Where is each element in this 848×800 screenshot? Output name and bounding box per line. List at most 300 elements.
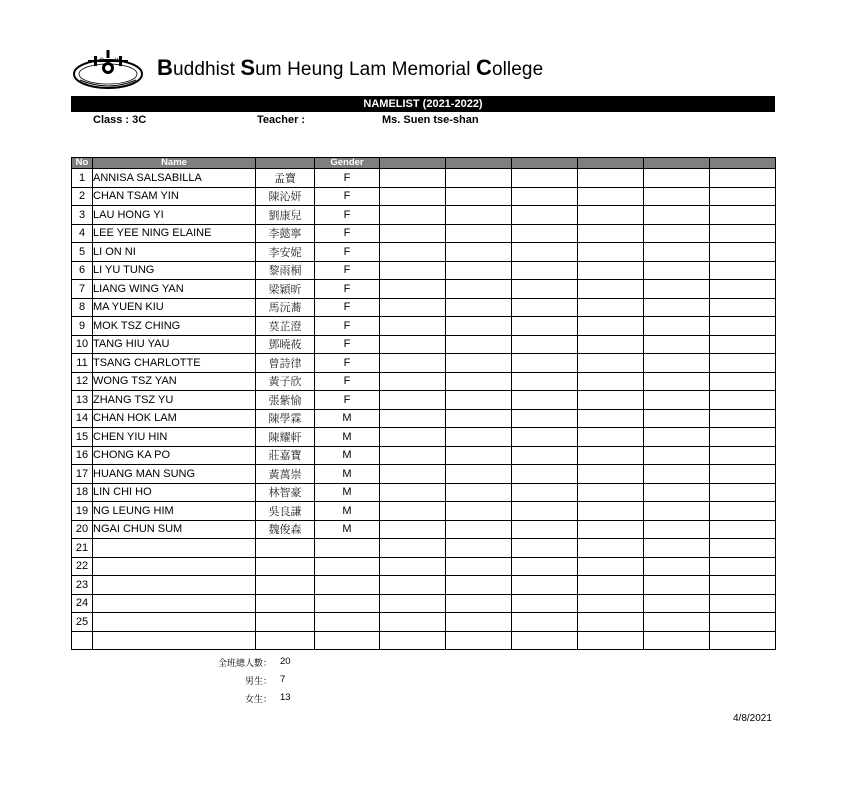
blank-cell: [644, 539, 710, 558]
table-row: [72, 613, 776, 632]
blank-cell: [512, 169, 578, 188]
student-gender: [315, 631, 380, 650]
table-row: [72, 354, 776, 373]
blank-cell: [644, 206, 710, 225]
blank-cell: [644, 298, 710, 317]
table-row: [72, 187, 776, 206]
blank-cell: [512, 391, 578, 410]
blank-cell: [446, 298, 512, 317]
school-name: [157, 55, 543, 81]
blank-cell: [512, 224, 578, 243]
teacher-label: Teacher :: [257, 114, 306, 126]
student-name: MOK TSZ CHING: [93, 317, 256, 336]
student-name: TANG HIU YAU: [93, 335, 256, 354]
blank-cell: [578, 409, 644, 428]
blank-cell: [512, 446, 578, 465]
blank-cell: [644, 169, 710, 188]
blank-cell: [380, 613, 446, 632]
header-gender: Gender: [315, 158, 380, 169]
blank-cell: [644, 613, 710, 632]
student-no: 10: [72, 335, 93, 354]
school-logo: [70, 46, 146, 94]
print-date: 4/8/2021: [733, 713, 772, 724]
student-name: [93, 539, 256, 558]
blank-cell: [578, 465, 644, 484]
teacher-name: Ms. Suen tse-shan: [382, 114, 479, 126]
blank-cell: [710, 446, 776, 465]
blank-cell: [446, 520, 512, 539]
student-no: 1: [72, 169, 93, 188]
student-no: 4: [72, 224, 93, 243]
svg-text:林: 林: [114, 58, 120, 64]
table-row: [72, 243, 776, 262]
student-no: 5: [72, 243, 93, 262]
blank-cell: [710, 335, 776, 354]
blank-cell: [710, 372, 776, 391]
student-gender: M: [315, 520, 380, 539]
table-row: [72, 520, 776, 539]
student-name: HUANG MAN SUNG: [93, 465, 256, 484]
header-blank: [380, 158, 446, 169]
student-gender: F: [315, 317, 380, 336]
student-no: 3: [72, 206, 93, 225]
blank-cell: [578, 169, 644, 188]
blank-cell: [644, 520, 710, 539]
blank-cell: [446, 354, 512, 373]
student-no: 8: [72, 298, 93, 317]
blank-cell: [380, 243, 446, 262]
blank-cell: [512, 631, 578, 650]
student-gender: M: [315, 428, 380, 447]
student-name: [93, 557, 256, 576]
student-name: [93, 594, 256, 613]
blank-cell: [512, 335, 578, 354]
student-no: 23: [72, 576, 93, 595]
blank-cell: [710, 576, 776, 595]
blank-cell: [710, 243, 776, 262]
blank-cell: [512, 539, 578, 558]
blank-cell: [644, 317, 710, 336]
student-chinese-name: [256, 539, 315, 558]
student-name: WONG TSZ YAN: [93, 372, 256, 391]
blank-cell: [446, 391, 512, 410]
blank-cell: [446, 206, 512, 225]
blank-cell: [578, 243, 644, 262]
student-chinese-name: 黎雨桐: [256, 261, 315, 280]
student-no: 25: [72, 613, 93, 632]
blank-cell: [380, 206, 446, 225]
school-name-initial-2: S: [240, 55, 256, 80]
blank-cell: [380, 502, 446, 521]
blank-cell: [710, 206, 776, 225]
student-gender: [315, 594, 380, 613]
student-chinese-name: 李安妮: [256, 243, 315, 262]
student-gender: F: [315, 298, 380, 317]
blank-cell: [512, 243, 578, 262]
blank-cell: [512, 354, 578, 373]
blank-cell: [380, 354, 446, 373]
blank-cell: [578, 298, 644, 317]
blank-cell: [380, 576, 446, 595]
blank-cell: [446, 465, 512, 484]
header-name: Name: [93, 158, 256, 169]
table-row: [72, 502, 776, 521]
student-gender: F: [315, 354, 380, 373]
blank-cell: [512, 261, 578, 280]
student-chinese-name: 孟寶: [256, 169, 315, 188]
blank-cell: [446, 372, 512, 391]
table-row: [72, 465, 776, 484]
blank-cell: [710, 465, 776, 484]
header-blank: [512, 158, 578, 169]
blank-cell: [380, 298, 446, 317]
header-no: No: [72, 158, 93, 169]
student-name: ANNISA SALSABILLA: [93, 169, 256, 188]
blank-cell: [710, 261, 776, 280]
student-chinese-name: 梁穎昕: [256, 280, 315, 299]
blank-cell: [512, 613, 578, 632]
student-no: 6: [72, 261, 93, 280]
student-name: CHONG KA PO: [93, 446, 256, 465]
blank-cell: [644, 594, 710, 613]
blank-cell: [710, 391, 776, 410]
blank-cell: [710, 502, 776, 521]
student-no: 18: [72, 483, 93, 502]
blank-cell: [380, 261, 446, 280]
blank-cell: [710, 520, 776, 539]
summary-total-label: 全班總人數：: [217, 659, 272, 669]
blank-cell: [644, 409, 710, 428]
blank-cell: [710, 483, 776, 502]
blank-cell: [512, 428, 578, 447]
blank-cell: [380, 465, 446, 484]
svg-text:佛: 佛: [99, 58, 105, 64]
student-chinese-name: 陳耀軒: [256, 428, 315, 447]
blank-cell: [710, 224, 776, 243]
student-name: [93, 631, 256, 650]
student-gender: [315, 557, 380, 576]
student-gender: F: [315, 261, 380, 280]
blank-cell: [380, 335, 446, 354]
blank-cell: [446, 446, 512, 465]
student-chinese-name: 黃子欣: [256, 372, 315, 391]
blank-cell: [380, 594, 446, 613]
student-name: CHEN YIU HIN: [93, 428, 256, 447]
school-name-part-3: ollege: [491, 59, 544, 80]
blank-cell: [710, 169, 776, 188]
blank-cell: [380, 391, 446, 410]
blank-cell: [710, 298, 776, 317]
student-chinese-name: 劉康兒: [256, 206, 315, 225]
blank-cell: [710, 631, 776, 650]
blank-cell: [578, 520, 644, 539]
blank-cell: [578, 557, 644, 576]
student-gender: M: [315, 483, 380, 502]
student-name: ZHANG TSZ YU: [93, 391, 256, 410]
blank-cell: [446, 243, 512, 262]
student-gender: M: [315, 502, 380, 521]
student-no: 2: [72, 187, 93, 206]
blank-cell: [710, 409, 776, 428]
blank-cell: [446, 557, 512, 576]
table-row: [72, 391, 776, 410]
blank-cell: [380, 483, 446, 502]
blank-cell: [446, 409, 512, 428]
student-name: MA YUEN KIU: [93, 298, 256, 317]
blank-cell: [380, 317, 446, 336]
student-no: 19: [72, 502, 93, 521]
student-no: 11: [72, 354, 93, 373]
student-no: 22: [72, 557, 93, 576]
table-row: [72, 557, 776, 576]
summary-total-value: 20: [280, 656, 291, 667]
blank-cell: [710, 187, 776, 206]
blank-cell: [512, 520, 578, 539]
blank-cell: [512, 372, 578, 391]
student-gender: [315, 539, 380, 558]
blank-cell: [644, 224, 710, 243]
blank-cell: [578, 502, 644, 521]
table-row: [72, 631, 776, 650]
student-name: CHAN TSAM YIN: [93, 187, 256, 206]
blank-cell: [644, 372, 710, 391]
student-name: [93, 613, 256, 632]
table-row: [72, 372, 776, 391]
blank-cell: [578, 354, 644, 373]
student-name: LAU HONG YI: [93, 206, 256, 225]
student-no: 15: [72, 428, 93, 447]
header-blank: [578, 158, 644, 169]
blank-cell: [578, 335, 644, 354]
student-no: 7: [72, 280, 93, 299]
student-no: 21: [72, 539, 93, 558]
table-row: [72, 335, 776, 354]
student-chinese-name: 馬沅蕎: [256, 298, 315, 317]
blank-cell: [578, 539, 644, 558]
table-row: [72, 428, 776, 447]
student-no: 24: [72, 594, 93, 613]
blank-cell: [644, 280, 710, 299]
blank-cell: [710, 557, 776, 576]
student-chinese-name: 黃萬崇: [256, 465, 315, 484]
table-row: [72, 206, 776, 225]
school-name-part-1: uddhist: [173, 59, 241, 80]
student-gender: M: [315, 409, 380, 428]
student-chinese-name: 莫芷澄: [256, 317, 315, 336]
student-gender: F: [315, 243, 380, 262]
blank-cell: [446, 317, 512, 336]
blank-cell: [710, 354, 776, 373]
student-name: TSANG CHARLOTTE: [93, 354, 256, 373]
blank-cell: [644, 354, 710, 373]
student-chinese-name: [256, 557, 315, 576]
blank-cell: [512, 187, 578, 206]
table-row: [72, 280, 776, 299]
summary-boys-value: 7: [280, 674, 286, 685]
student-chinese-name: 陳沁妍: [256, 187, 315, 206]
summary-boys-label: 男生：: [244, 677, 272, 687]
student-name: LI ON NI: [93, 243, 256, 262]
student-no: 14: [72, 409, 93, 428]
blank-cell: [380, 224, 446, 243]
blank-cell: [578, 391, 644, 410]
blank-cell: [644, 335, 710, 354]
student-gender: F: [315, 280, 380, 299]
table-row: [72, 261, 776, 280]
student-name: LIANG WING YAN: [93, 280, 256, 299]
student-chinese-name: 陳學霖: [256, 409, 315, 428]
blank-cell: [512, 298, 578, 317]
blank-cell: [512, 317, 578, 336]
student-no: 16: [72, 446, 93, 465]
blank-cell: [710, 594, 776, 613]
blank-cell: [644, 187, 710, 206]
blank-cell: [644, 557, 710, 576]
blank-cell: [380, 169, 446, 188]
student-gender: F: [315, 169, 380, 188]
blank-cell: [446, 502, 512, 521]
summary-girls-value: 13: [280, 692, 291, 703]
blank-cell: [446, 335, 512, 354]
table-row: [72, 169, 776, 188]
blank-cell: [644, 243, 710, 262]
blank-cell: [512, 409, 578, 428]
student-no: 12: [72, 372, 93, 391]
blank-cell: [578, 576, 644, 595]
student-gender: [315, 613, 380, 632]
table-row: [72, 576, 776, 595]
student-chinese-name: 鄧曉莜: [256, 335, 315, 354]
blank-cell: [446, 428, 512, 447]
student-gender: F: [315, 391, 380, 410]
blank-cell: [710, 539, 776, 558]
student-gender: M: [315, 465, 380, 484]
blank-cell: [380, 409, 446, 428]
student-no: 9: [72, 317, 93, 336]
student-no: 20: [72, 520, 93, 539]
blank-cell: [512, 280, 578, 299]
blank-cell: [512, 576, 578, 595]
school-name-initial-1: B: [157, 55, 173, 80]
blank-cell: [380, 631, 446, 650]
blank-cell: [578, 483, 644, 502]
student-gender: F: [315, 224, 380, 243]
student-chinese-name: [256, 613, 315, 632]
blank-cell: [446, 169, 512, 188]
student-chinese-name: 魏俊森: [256, 520, 315, 539]
blank-cell: [644, 446, 710, 465]
blank-cell: [380, 446, 446, 465]
school-name-initial-3: C: [475, 55, 492, 80]
blank-cell: [512, 483, 578, 502]
blank-cell: [578, 613, 644, 632]
table-row: [72, 317, 776, 336]
class-label: Class : 3C: [93, 114, 147, 126]
blank-cell: [644, 631, 710, 650]
blank-cell: [644, 576, 710, 595]
blank-cell: [446, 187, 512, 206]
school-name-part-2: um Heung Lam Memorial: [255, 59, 476, 80]
blank-cell: [446, 631, 512, 650]
blank-cell: [578, 631, 644, 650]
blank-cell: [578, 261, 644, 280]
blank-cell: [710, 280, 776, 299]
student-gender: F: [315, 187, 380, 206]
blank-cell: [644, 261, 710, 280]
table-row: [72, 539, 776, 558]
blank-cell: [644, 483, 710, 502]
blank-cell: [512, 465, 578, 484]
blank-cell: [380, 372, 446, 391]
header-chinese-name: [256, 158, 315, 169]
blank-cell: [578, 187, 644, 206]
blank-cell: [578, 594, 644, 613]
blank-cell: [446, 576, 512, 595]
blank-cell: [446, 261, 512, 280]
student-chinese-name: [256, 631, 315, 650]
blank-cell: [578, 372, 644, 391]
namelist-table: [71, 157, 776, 650]
blank-cell: [644, 391, 710, 410]
student-gender: M: [315, 446, 380, 465]
summary-girls-label: 女生：: [244, 695, 272, 705]
student-name: LIN CHI HO: [93, 483, 256, 502]
student-chinese-name: [256, 594, 315, 613]
blank-cell: [512, 594, 578, 613]
blank-cell: [578, 317, 644, 336]
blank-cell: [644, 465, 710, 484]
student-gender: F: [315, 372, 380, 391]
blank-cell: [380, 539, 446, 558]
header-blank: [446, 158, 512, 169]
student-chinese-name: [256, 576, 315, 595]
namelist-title: NAMELIST (2021-2022): [71, 96, 775, 112]
student-no: 13: [72, 391, 93, 410]
student-name: NG LEUNG HIM: [93, 502, 256, 521]
student-chinese-name: 莊嘉寶: [256, 446, 315, 465]
blank-cell: [644, 502, 710, 521]
student-no: 17: [72, 465, 93, 484]
blank-cell: [380, 520, 446, 539]
blank-cell: [446, 539, 512, 558]
blank-cell: [578, 224, 644, 243]
header-blank: [644, 158, 710, 169]
student-gender: [315, 576, 380, 595]
student-gender: F: [315, 206, 380, 225]
blank-cell: [380, 557, 446, 576]
blank-cell: [380, 187, 446, 206]
student-chinese-name: 曾詩律: [256, 354, 315, 373]
blank-cell: [512, 206, 578, 225]
blank-cell: [446, 613, 512, 632]
table-row: [72, 483, 776, 502]
blank-cell: [380, 280, 446, 299]
blank-cell: [512, 557, 578, 576]
blank-cell: [710, 317, 776, 336]
blank-cell: [446, 224, 512, 243]
student-name: NGAI CHUN SUM: [93, 520, 256, 539]
student-chinese-name: 林智豪: [256, 483, 315, 502]
table-header-row: [72, 158, 776, 169]
blank-cell: [710, 428, 776, 447]
header-blank: [710, 158, 776, 169]
table-row: [72, 224, 776, 243]
table-row: [72, 446, 776, 465]
blank-cell: [578, 206, 644, 225]
blank-cell: [446, 483, 512, 502]
student-no: [72, 631, 93, 650]
blank-cell: [710, 613, 776, 632]
